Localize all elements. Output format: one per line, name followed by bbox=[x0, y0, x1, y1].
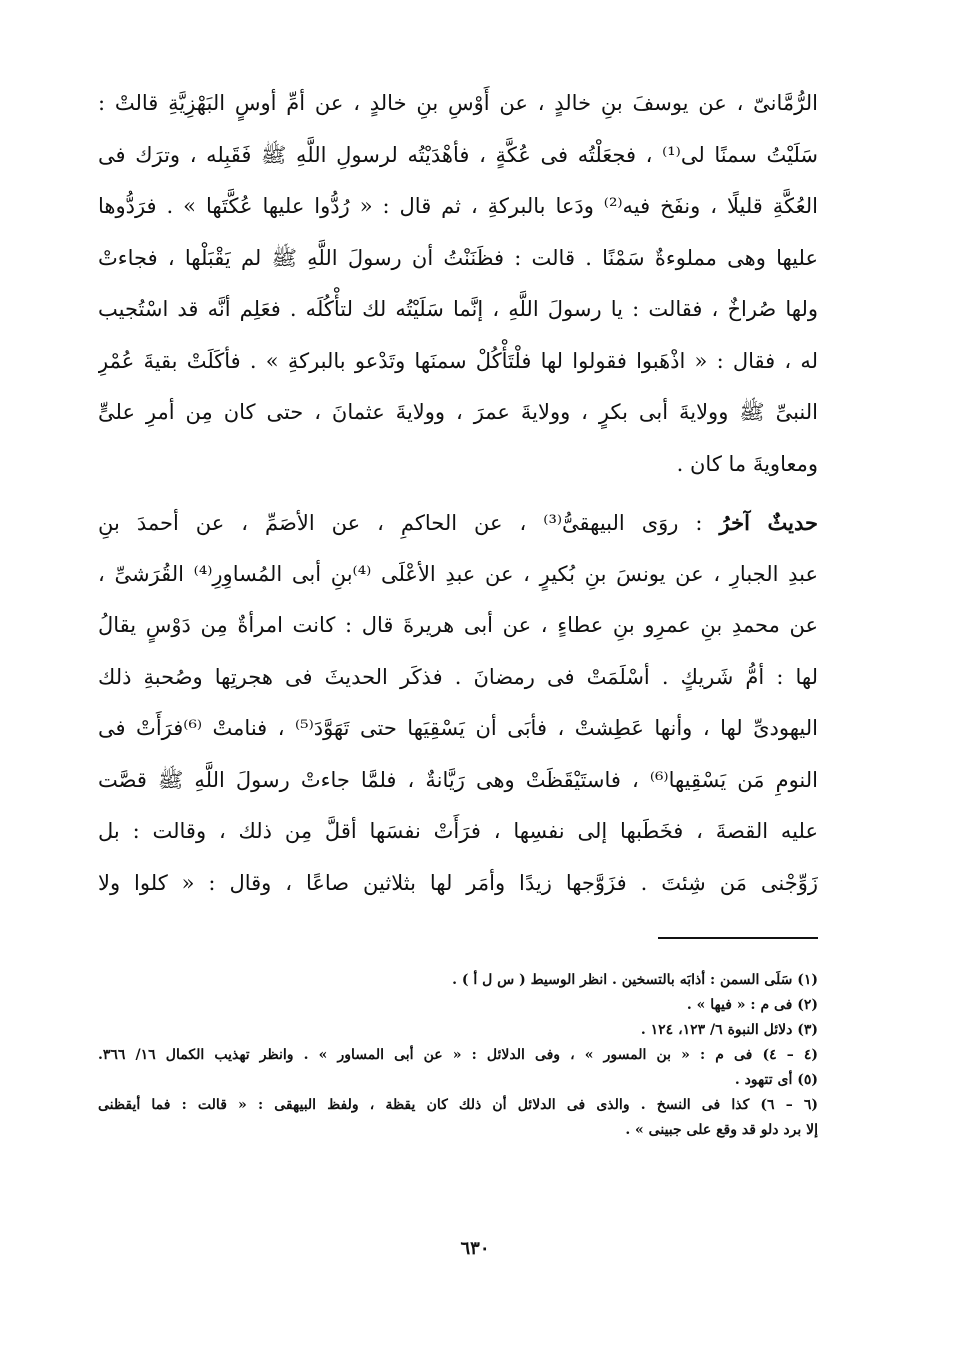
main-text bbox=[98, 78, 818, 909]
text-line: اليهودىِّ لها ، وأنها عَطِشتْ ، فأبَى أن يَسْقِيَها حتى تَهَوَّدَ⁽⁵⁾ ، فنامتْ ⁽⁶⁾فرَأَتْ فى bbox=[98, 716, 818, 740]
text-line: سَلَيْتُ سمنًا لى⁽¹⁾ ، فجعَلْتُه فى عُكَّةٍ ، فأهْدَيْتُه لرسولِ اللَّهِ ﷺ فَقَبِله ، وترَك فى bbox=[98, 142, 818, 167]
text-line: عليه القصةَ ، فخَطَبها إلى نفسِها ، فرَأَتْ نفسَها أقلَّ مِن ذلك ، وقالت : بل bbox=[98, 819, 818, 843]
footnote: (٦ – ٦) كذا فى النسخ . والذى فى الدلائل أن ذلك كان يقظة ، ولفظ البيهقى : « قالت : فما أيقظنى bbox=[98, 1097, 818, 1113]
text-line: الرُّمَّانىّ ، عن يوسفَ بنِ خالدٍ ، عن أَوْسِ بنِ خالدٍ ، عن أمِّ أوسٍ البَهْزِيَّةِ قالتْ : bbox=[98, 91, 818, 115]
footnote: (٤ – ٤) فى م : « بن المسور » ، وفى الدلائل : « عن أبى المساور » . وانظر تهذيب الكمال ١٦/ ٣٦٦. bbox=[98, 1047, 818, 1063]
text-line: زَوِّجْنى مَن شِئتَ . فزَوَّجها زيدًا وأمَر لها بثلاثين صاعًا ، وقال : « كلوا ولا bbox=[98, 870, 818, 895]
text-line: ولها صُراخٌ ، فقالت : يا رسولَ اللَّهِ ، إنَّما سَلَيْتُه لك لتأْكُلَه . فعَلِم أنَّه قد اسْتُجيب bbox=[98, 297, 818, 321]
footnote-divider bbox=[658, 937, 818, 939]
paragraph-1 bbox=[98, 78, 818, 490]
text-fragment: : روَى البيهقىُّ⁽³⁾ ، عن الحاكمِ ، عن الأصَمِّ ، عن أحمدَ بنِ bbox=[98, 511, 720, 535]
footnote: إلا برد دلو قد وقع على جبينى » . bbox=[625, 1122, 818, 1138]
text-line: له ، فقال : « اذْهَبوا فقولوا لها فلْتَأْكُلْ سمنَها وتَدْعو بالبركةِ » . فأكَلَتْ بقيةَ عُمْرِ bbox=[98, 348, 818, 373]
paragraph-2 bbox=[98, 497, 818, 909]
page-number: ٦٣٠ bbox=[460, 1238, 490, 1259]
text-line: ومعاويةَ ما كان . bbox=[676, 451, 818, 476]
hadith-heading: حديثٌ آخرُ bbox=[719, 510, 818, 535]
footnote: (٣) دلائل النبوة ٦/ ١٢٣، ١٢٤ . bbox=[640, 1022, 818, 1038]
text-line: عن محمدِ بنِ عمرِو بنِ عطاءٍ ، عن أبى هريرةَ قال : كانت امرأةٌ مِن دَوْسٍ يقالُ bbox=[98, 613, 818, 637]
footnotes bbox=[98, 968, 818, 1143]
text-line: عليها وهى مملوءةٌ سَمْنًا . قالت : فظَنَنْتُ أن رسولَ اللَّهِ ﷺ لم يَقْبَلْها ، فجاءتْ bbox=[98, 245, 818, 270]
text-line: النبىِّ ﷺ وولايةَ أبى بكرٍ ، وولايةَ عمرَ ، وولايةَ عثمانَ ، حتى كان مِن أمرِ علىٍّ bbox=[98, 400, 818, 424]
text-line bbox=[98, 497, 818, 549]
footnote: (٥) أى تتهود . bbox=[734, 1072, 818, 1088]
text-line: عبدِ الجبارِ ، عن يونسَ بنِ بُكيرٍ ، عن عبدِ الأعْلَى ⁽⁴⁾بنِ أبى المُساوِرِ⁽⁴⁾ القُرَشىِّ ، bbox=[98, 561, 818, 586]
text-line: النومِ مَن يَسْقِيها⁽⁶⁾ ، فاستَيْقَظَتْ وهى رَيَّانةٌ ، فلمَّا جاءتْ رسولَ اللَّهِ ﷺ قصَّت bbox=[98, 767, 818, 792]
text-line: العُكَّةِ قليلًا ، ونفَخ فيه⁽²⁾ ودَعا بالبركةِ ، ثم قال : « رُدُّوا عليها عُكَّتَها » . فرَدُّوها bbox=[98, 194, 818, 218]
footnote: (٢) فى م : « فيها » . bbox=[686, 997, 818, 1013]
footnote: (١) سَلَى السمن : أذابَه بالتسخين . انظر الوسيط ( س ل أ ) . bbox=[452, 972, 818, 988]
text-line: لها : أمُّ شَريكٍ . أسْلَمَتْ فى رمضانَ . فذكَر الحديثَ فى هجرتِها وصُحبةِ ذلك bbox=[98, 664, 818, 689]
